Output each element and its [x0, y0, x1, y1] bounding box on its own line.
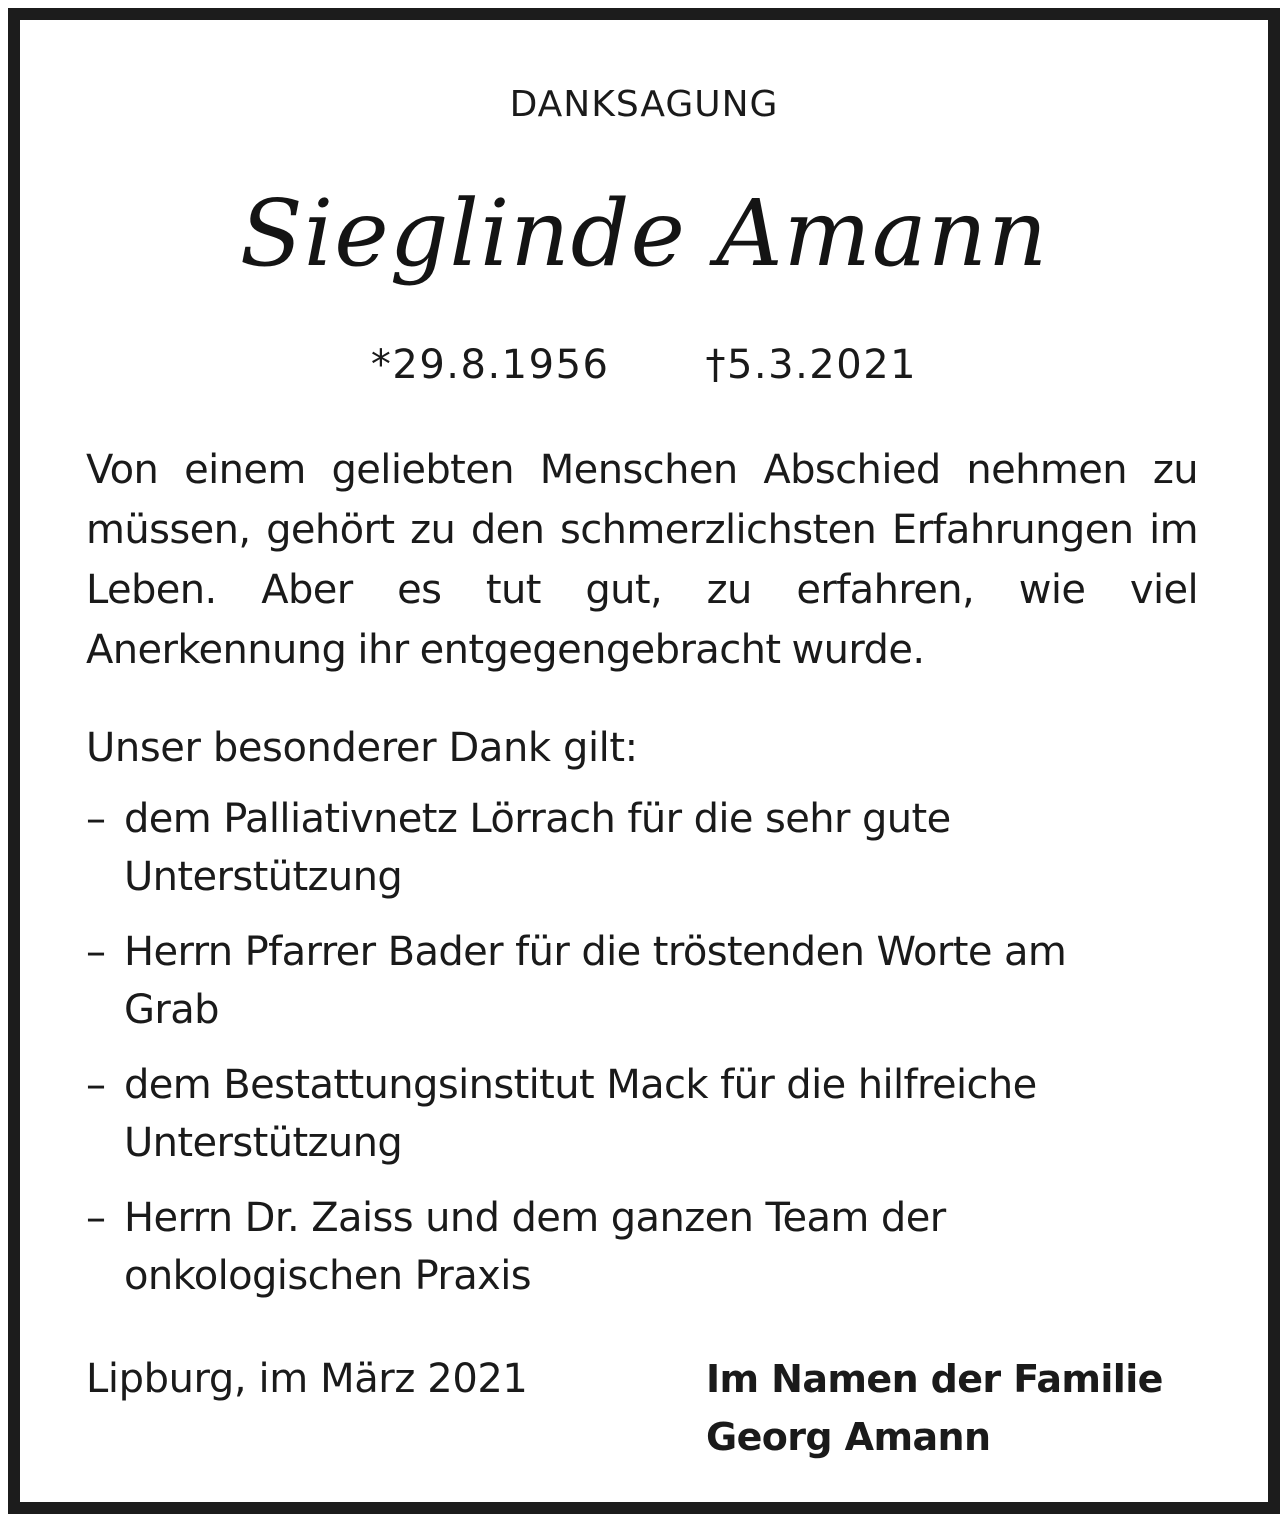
- list-dash: –: [86, 1195, 106, 1241]
- thanks-label: Unser besonderer Dank gilt:: [86, 725, 638, 771]
- place-date: Lipburg, im März 2021: [86, 1356, 528, 1402]
- deceased-name: Sieglinde Amann: [239, 180, 1049, 287]
- list-item: [86, 923, 1084, 1039]
- list-item-text: Herrn Dr. Zaiss und dem ganzen Team der onkologischen Praxis: [124, 1195, 946, 1299]
- death-date: †5.3.2021: [705, 342, 918, 388]
- signature-block: [706, 1350, 1163, 1466]
- list-dash: –: [86, 929, 106, 975]
- intro-paragraph: Von einem geliebten Menschen Abschied nehmen zu müssen, gehört zu den schmerzlichsten Erfahrungen im Leben. Aber es tut gut, zu erfahren, wie viel Anerkennung ihr entgegengebracht wurde.: [86, 447, 1198, 673]
- birth-date: *29.8.1956: [370, 342, 610, 388]
- list-item: [86, 1056, 1084, 1172]
- list-item-text: Herrn Pfarrer Bader für die tröstenden Worte am Grab: [124, 929, 1067, 1033]
- list-dash: –: [86, 1062, 106, 1108]
- thanks-list: [86, 790, 1198, 1322]
- notice-heading: DANKSAGUNG: [509, 84, 779, 125]
- list-dash: –: [86, 796, 106, 842]
- notice-frame: [8, 8, 1280, 1514]
- list-item: [86, 790, 1084, 906]
- list-item-text: dem Palliativnetz Lörrach für die sehr gute Unterstützung: [124, 796, 951, 900]
- life-dates: [20, 342, 1268, 388]
- list-item: [86, 1189, 1084, 1305]
- list-item-text: dem Bestattungsinstitut Mack für die hilfreiche Unterstützung: [124, 1062, 1037, 1166]
- signature-line: Im Namen der Familie: [706, 1357, 1163, 1401]
- signatory-name: Georg Amann: [706, 1415, 991, 1459]
